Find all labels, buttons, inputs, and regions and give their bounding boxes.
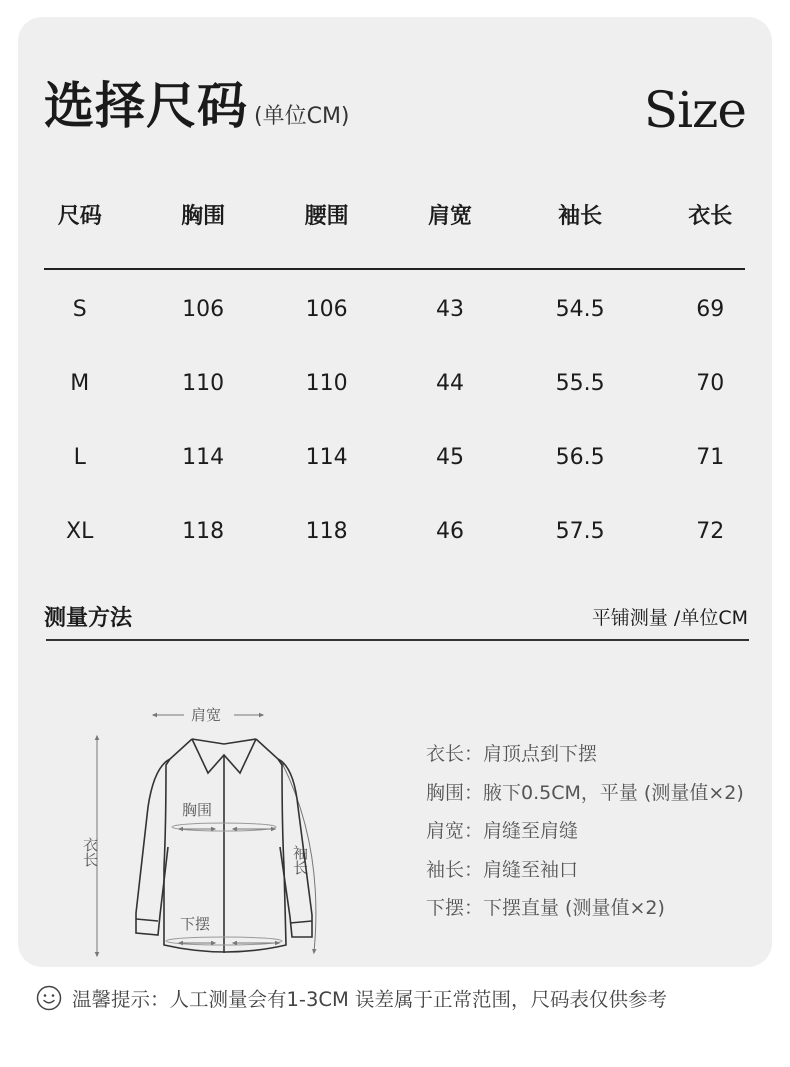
table-row — [18, 346, 772, 420]
tip-banner — [36, 984, 667, 1012]
hem-label: 下摆 — [180, 915, 211, 933]
column-header: 衣长 — [688, 204, 733, 229]
table-cell: 55.5 — [555, 370, 605, 396]
table-cell: 114 — [182, 444, 225, 470]
measurement-descriptions — [426, 735, 744, 928]
table-row — [18, 494, 772, 568]
table-cell: 46 — [436, 518, 465, 544]
table-cell: 56.5 — [555, 444, 605, 470]
column-header: 胸围 — [181, 204, 226, 229]
table-row — [18, 420, 772, 494]
table-cell: 70 — [696, 370, 725, 396]
title-group — [44, 77, 350, 135]
unit-label: (单位CM) — [254, 104, 350, 129]
table-cell: 106 — [182, 296, 225, 322]
size-table — [18, 177, 772, 568]
length-label: 衣长 — [81, 837, 99, 867]
table-cell: 118 — [182, 518, 225, 544]
smiley-face-icon — [36, 985, 62, 1011]
size-chart-card — [18, 17, 772, 967]
description-item: 胸围：腋下0.5CM，平量 (测量值×2) — [426, 781, 744, 804]
table-cell: 110 — [305, 370, 348, 396]
table-cell: 54.5 — [555, 296, 605, 322]
shirt-measurement-diagram — [76, 697, 356, 967]
size-logo: Size — [643, 81, 746, 139]
table-cell: 43 — [436, 296, 465, 322]
table-row — [18, 272, 772, 346]
column-header: 肩宽 — [428, 204, 473, 229]
table-cell: M — [70, 370, 90, 396]
table-cell: 72 — [696, 518, 725, 544]
method-title: 测量方法 — [44, 606, 133, 631]
table-cell: 71 — [696, 444, 725, 470]
table-cell: 45 — [436, 444, 465, 470]
description-item: 衣长：肩顶点到下摆 — [426, 743, 598, 765]
page-title: 选择尺码 — [44, 77, 248, 135]
header-divider — [44, 268, 745, 270]
tip-text: 温馨提示：人工测量会有1-3CM 误差属于正常范围，尺码表仅供参考 — [72, 988, 667, 1011]
column-header: 腰围 — [304, 204, 349, 229]
table-cell: 69 — [696, 296, 725, 322]
table-cell: L — [73, 444, 86, 470]
table-cell: 110 — [182, 370, 225, 396]
shoulder-label: 肩宽 — [190, 706, 222, 724]
table-header-row — [18, 177, 772, 272]
method-note: 平铺测量 /单位CM — [591, 607, 748, 629]
table-cell: 106 — [305, 296, 348, 322]
table-cell: 44 — [436, 370, 465, 396]
column-header: 尺码 — [57, 204, 102, 229]
table-cell: S — [72, 296, 87, 322]
description-item: 袖长：肩缝至袖口 — [426, 858, 579, 881]
description-item: 肩宽：肩缝至肩缝 — [426, 820, 579, 842]
table-cell: 114 — [305, 444, 348, 470]
table-cell: XL — [66, 518, 94, 544]
chest-label: 胸围 — [182, 801, 213, 819]
table-cell: 118 — [305, 518, 348, 544]
sleeve-label: 袖长 — [291, 845, 309, 875]
table-cell: 57.5 — [555, 518, 605, 544]
method-divider — [46, 639, 749, 641]
column-header: 袖长 — [558, 204, 603, 229]
description-item: 下摆：下摆直量 (测量值×2) — [426, 897, 665, 919]
